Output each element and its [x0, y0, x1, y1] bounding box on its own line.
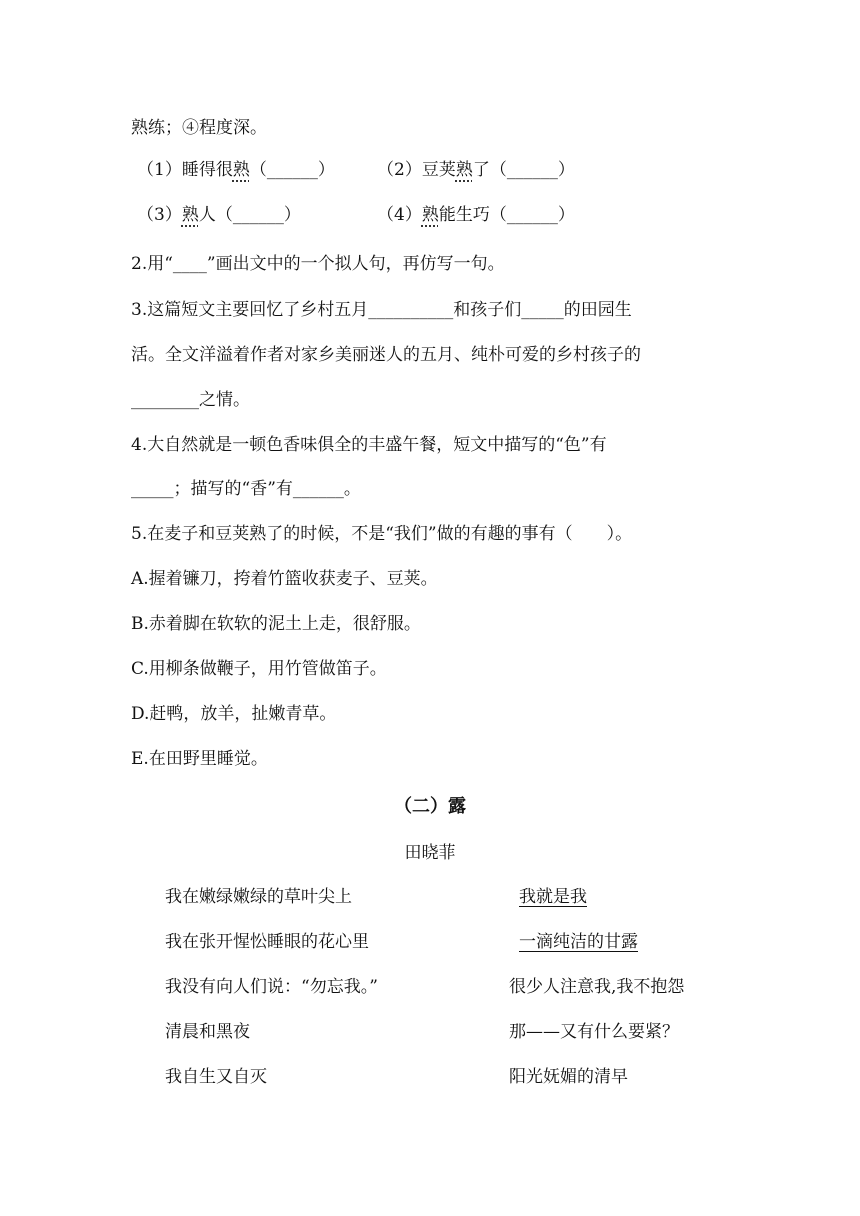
- question-3-line-1: 3.这篇短文主要回忆了乡村五月__________和孩子们_____的田园生: [131, 300, 632, 320]
- option-c: C.用柳条做鞭子，用竹管做笛子。: [131, 659, 387, 679]
- poem-left-line-2: 我在张开惺忪睡眼的花心里: [165, 932, 369, 952]
- question-2-blank: ____: [172, 254, 207, 274]
- question-2: [131, 252, 505, 276]
- poem-title: （二）露: [394, 796, 466, 817]
- q1-item-dot-char: 熟: [455, 160, 473, 180]
- q1-item-2: [377, 158, 575, 182]
- poem-right-line-1: 我就是我: [519, 887, 587, 907]
- option-e: E.在田野里睡觉。: [131, 749, 268, 769]
- q1-item-num: （1）: [137, 160, 182, 180]
- poem-right-line-5: 阳光妩媚的清早: [509, 1067, 628, 1087]
- option-a: A.握着镰刀，挎着竹篮收获麦子、豆荚。: [131, 569, 438, 589]
- poem-left-line-5: 我自生又自灭: [165, 1067, 267, 1087]
- poem-author: 田晓菲: [404, 843, 456, 863]
- q1-item-post: 了（______）: [472, 160, 575, 180]
- poem-left-line-3: 我没有向人们说：“勿忘我。”: [165, 977, 378, 997]
- question-5: 5.在麦子和豆荚熟了的时候，不是“我们”做的有趣的事有（ ）。: [131, 524, 633, 544]
- option-d: D.赶鸭，放羊，扯嫩青草。: [131, 704, 337, 724]
- poem-right-line-4: 那——又有什么要紧？: [509, 1022, 679, 1042]
- question-2-c: ”画出文中的一个拟人句，再仿写一句。: [206, 254, 505, 274]
- question-2-a: 2.用“: [131, 254, 173, 274]
- question-4-line-1: 4.大自然就是一顿色香味俱全的丰盛午餐，短文中描写的“色”有: [131, 435, 607, 455]
- poem-right-line-2: 一滴纯洁的甘露: [519, 932, 638, 952]
- q1-item-4: [377, 203, 575, 227]
- poem-left-line-4: 清晨和黑夜: [165, 1022, 250, 1042]
- q1-item-post: 能生巧（______）: [438, 205, 575, 225]
- q1-item-1: [137, 158, 335, 182]
- q1-item-pre: 豆荚: [421, 160, 456, 180]
- poem-right-line-3: 很少人注意我,我不抱怨: [509, 977, 685, 997]
- q1-item-dot-char: 熟: [421, 205, 439, 225]
- q1-item-dot-char: 熟: [181, 205, 199, 225]
- poem-left-line-1: 我在嫩绿嫩绿的草叶尖上: [165, 887, 352, 907]
- question-3-line-2: 活。全文洋溢着作者对家乡美丽迷人的五月、纯朴可爱的乡村孩子的: [131, 345, 641, 365]
- q1-item-num: （2）: [377, 160, 422, 180]
- q1-item-post: 人（______）: [198, 205, 301, 225]
- option-b: B.赤着脚在软软的泥土上走，很舒服。: [131, 614, 421, 634]
- q1-item-post: （______）: [249, 160, 335, 180]
- q1-item-num: （4）: [377, 205, 422, 225]
- question-4-line-2: _____；描写的“香”有______。: [131, 479, 361, 499]
- q1-item-3: [137, 203, 301, 227]
- q1-item-pre: 睡得很: [181, 160, 233, 180]
- intro-tail: 熟练；④程度深。: [131, 118, 267, 138]
- q1-item-num: （3）: [137, 205, 182, 225]
- q1-item-dot-char: 熟: [232, 160, 250, 180]
- question-3-line-3: ________之情。: [131, 390, 250, 410]
